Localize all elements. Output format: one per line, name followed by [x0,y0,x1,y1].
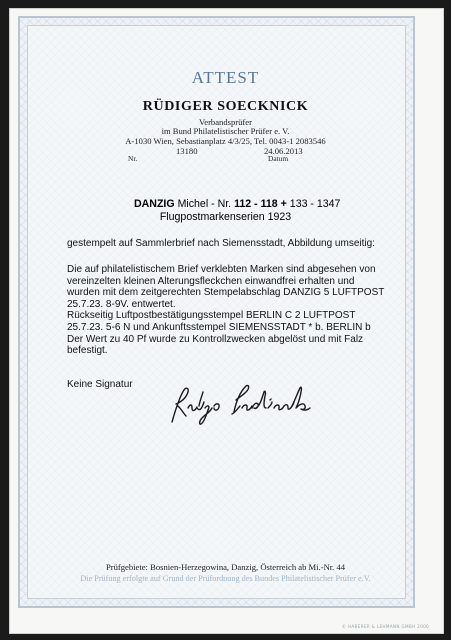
signature-note: Keine Signatur [67,379,133,390]
test-areas: Prüfgebiete: Bosnien-Herzegowina, Danzig, Österreich ab Mi.-Nr. 44 [105,562,346,572]
certificate-date: 24.06.2013 [264,146,303,156]
heading-catalog: Michel - Nr. [177,198,232,210]
condition-line: wurden mit dem zeitgerechten Stempelabschlag DANZIG 5 LUFTPOST [67,287,385,299]
expert-association: im Bund Philatelistischer Prüfer e. V. [161,126,290,136]
heading-country: DANZIG [134,198,175,210]
certificate-number: 13180 [176,146,198,156]
condition-line: befestigt. [67,345,108,357]
condition-line: Rückseitig Luftpostbestätigungsstempel BERLIN C 2 LUFTPOST [67,310,356,322]
condition-line: vereinzelten kleinen Alterungsfleckchen einwandfrei erhalten und [67,275,355,287]
handwritten-signature [164,378,314,426]
expert-role: Verbandsprüfer [199,117,252,127]
heading-extra: 133 - 1347 [289,198,341,210]
certificate-title: ATTEST [191,68,260,87]
condition-line: 25.7.23. 8-9V. entwertet. [67,298,176,310]
condition-line: Die auf philatelistischem Brief verklebten Marken sind abgesehen von [67,264,376,275]
expert-address: A-1030 Wien, Sebastianplatz 4/3/25, Tel. 0043-1 2083546 [125,136,326,146]
regulation-note: Die Prüfung erfolgte auf Grund der Prüfordnung des Bundes Philatelistischer Prüfer e.V. [80,574,371,583]
expert-name: RÜDIGER SOECKNICK [142,99,309,114]
condition-paragraph [67,264,411,357]
cancellation-paragraph: gestempelt auf Sammlerbrief nach Siemensstadt, Abbildung umseitig: [67,238,375,249]
stamp-heading [134,198,340,210]
stamp-subheading: Flugpostmarkenserien 1923 [159,211,292,223]
condition-line: 25.7.23. 5-6 N und Ankunftsstempel SIEMENSSTADT * b. BERLIN b [67,321,371,333]
heading-plus: + [280,198,287,210]
certificate-number-label: Nr. [128,154,138,163]
heading-numbers: 112 - 118 [234,198,278,210]
certificate-date-label: Datum [268,154,289,163]
condition-line: Der Wert zu 40 Pf wurde zu Kontrollzwecken abgelöst und mit Falz [67,333,364,345]
printer-imprint: © HABERER & LEHMANN GMBH 2000 [341,624,429,629]
